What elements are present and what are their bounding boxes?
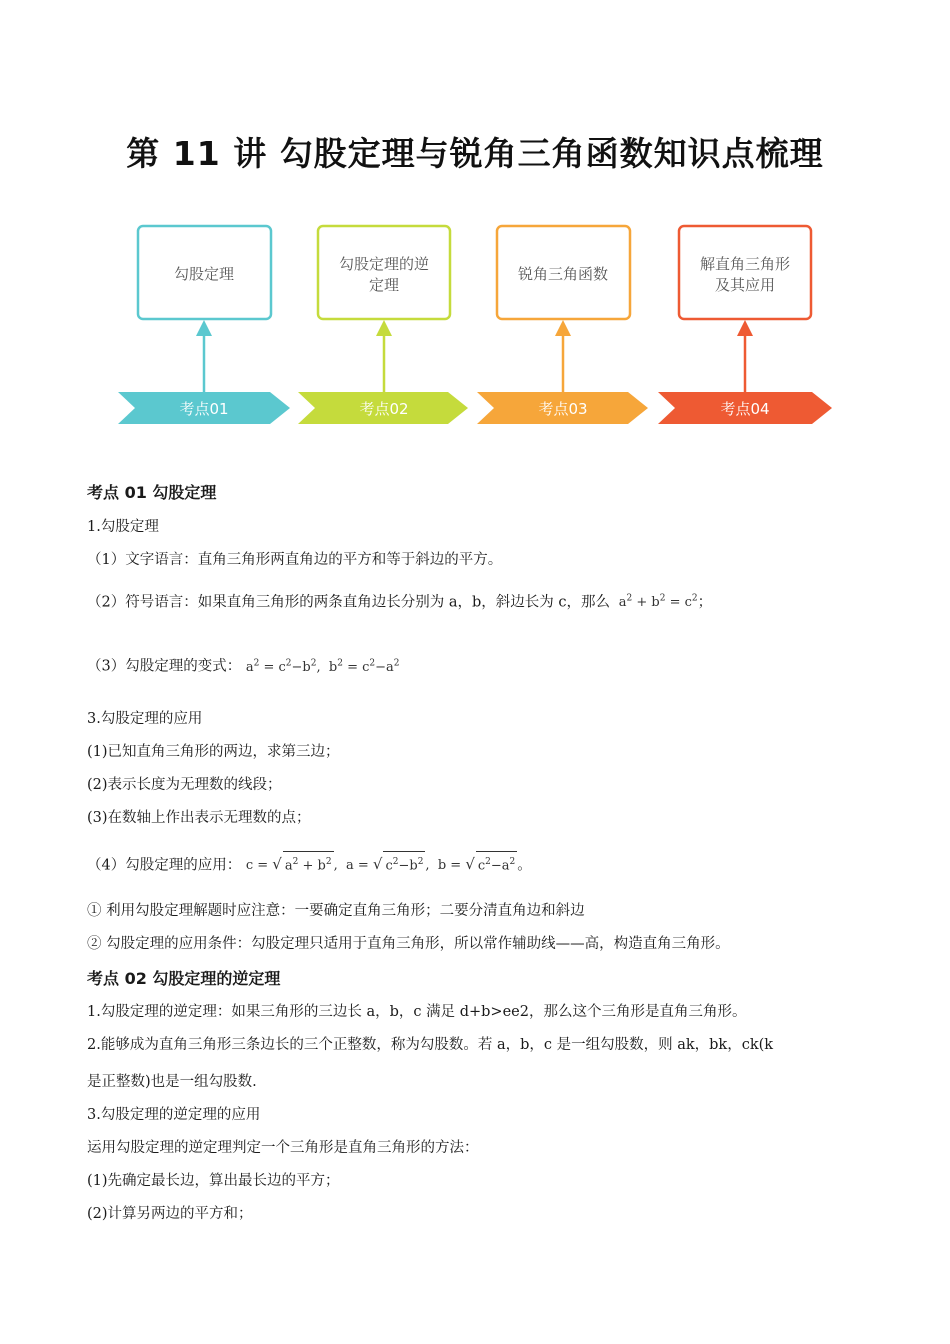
s2-l5: 运用勾股定理的逆定理判定一个三角形是直角三角形的方法： <box>87 1139 479 1156</box>
formula-applications: c = √ $a^2 + b^2$ , a = √ $c^2-b^2$ , b = √ $c^2-a^2$ <box>246 858 517 873</box>
s2-l4: 3.勾股定理的逆定理的应用 <box>87 1106 261 1123</box>
box-2-text-2: 定理 <box>368 276 400 294</box>
s1-l9-text: （4）勾股定理的应用： <box>87 856 242 873</box>
page-title: 第 11 讲 勾股定理与锐角三角函数知识点梳理 <box>126 134 824 173</box>
s1-l1: 1.勾股定理 <box>87 519 159 535</box>
arrow-head-1 <box>196 320 212 336</box>
s1-l10: ① 利用勾股定理解题时应注意：一要确定直角三角形；二要分清直角边和斜边 <box>87 902 585 919</box>
box-4-text-1: 解直角三角形 <box>699 255 791 273</box>
s2-l6: (1)先确定最长边，算出最长边的平方； <box>87 1172 340 1189</box>
arrow-head-2 <box>376 320 392 336</box>
tag-1-text: 考点01 <box>179 400 229 418</box>
knowledge-map-diagram <box>0 0 950 440</box>
s1-l4-text: （3）勾股定理的变式： <box>87 658 242 675</box>
s2-l7: (2)计算另两边的平方和； <box>87 1205 253 1222</box>
tag-4-text: 考点04 <box>720 400 770 418</box>
s1-l11: ② 勾股定理的应用条件：勾股定理只适用于直角三角形，所以常作辅助线——高，构造直角三角形。 <box>87 935 730 952</box>
content <box>87 476 877 1224</box>
s1-l5: 3.勾股定理的应用 <box>87 710 203 727</box>
s1-l7: (2)表示长度为无理数的线段； <box>87 776 282 793</box>
s1-l6: (1)已知直角三角形的两边，求第三边； <box>87 743 340 760</box>
s1-l3-text: （2）符号语言：如果直角三角形的两条直角边长分别为 a，b，斜边长为 c，那么 <box>87 594 610 611</box>
box-3-text: 锐角三角函数 <box>517 265 609 283</box>
box-2-text-1: 勾股定理的逆 <box>338 255 430 273</box>
s1-l2: （1）文字语言：直角三角形两直角边的平方和等于斜边的平方。 <box>87 552 503 568</box>
s2-l2: 2.能够成为直角三角形三条边长的三个正整数，称为勾股数。若 a，b，c 是一组勾股数，则 ak，bk，ck(k <box>87 1036 774 1053</box>
tag-3-text: 考点03 <box>538 400 588 418</box>
box-4-text-2: 及其应用 <box>714 276 776 294</box>
arrow-head-3 <box>555 320 571 336</box>
heading-s2: 考点 02 勾股定理的逆定理 <box>87 968 281 988</box>
s1-l3-end: ； <box>697 594 713 611</box>
s2-l3: 是正整数)也是一组勾股数. <box>87 1073 257 1090</box>
arrow-head-4 <box>737 320 753 336</box>
s1-l9 <box>87 851 877 876</box>
box-1-text: 勾股定理 <box>173 265 235 283</box>
tag-2-text: 考点02 <box>359 400 409 418</box>
formula-variants: $a^2 = c^2-b^2$, $b^2 = c^2-a^2$ <box>245 658 400 675</box>
heading-s1: 考点 01 勾股定理 <box>87 483 217 502</box>
s1-l8: (3)在数轴上作出表示无理数的点； <box>87 809 311 826</box>
s1-l4 <box>87 653 877 677</box>
s1-l9-end: 。 <box>517 856 532 873</box>
s2-l1: 1.勾股定理的逆定理：如果三角形的三边长 a，b，c 满足 d+b>ee2，那么这个三角形是直角三角形。 <box>87 1003 747 1020</box>
formula-pythagorean: $a^2 + b^2 = c^2$ <box>614 594 698 611</box>
s1-l3 <box>87 589 877 613</box>
